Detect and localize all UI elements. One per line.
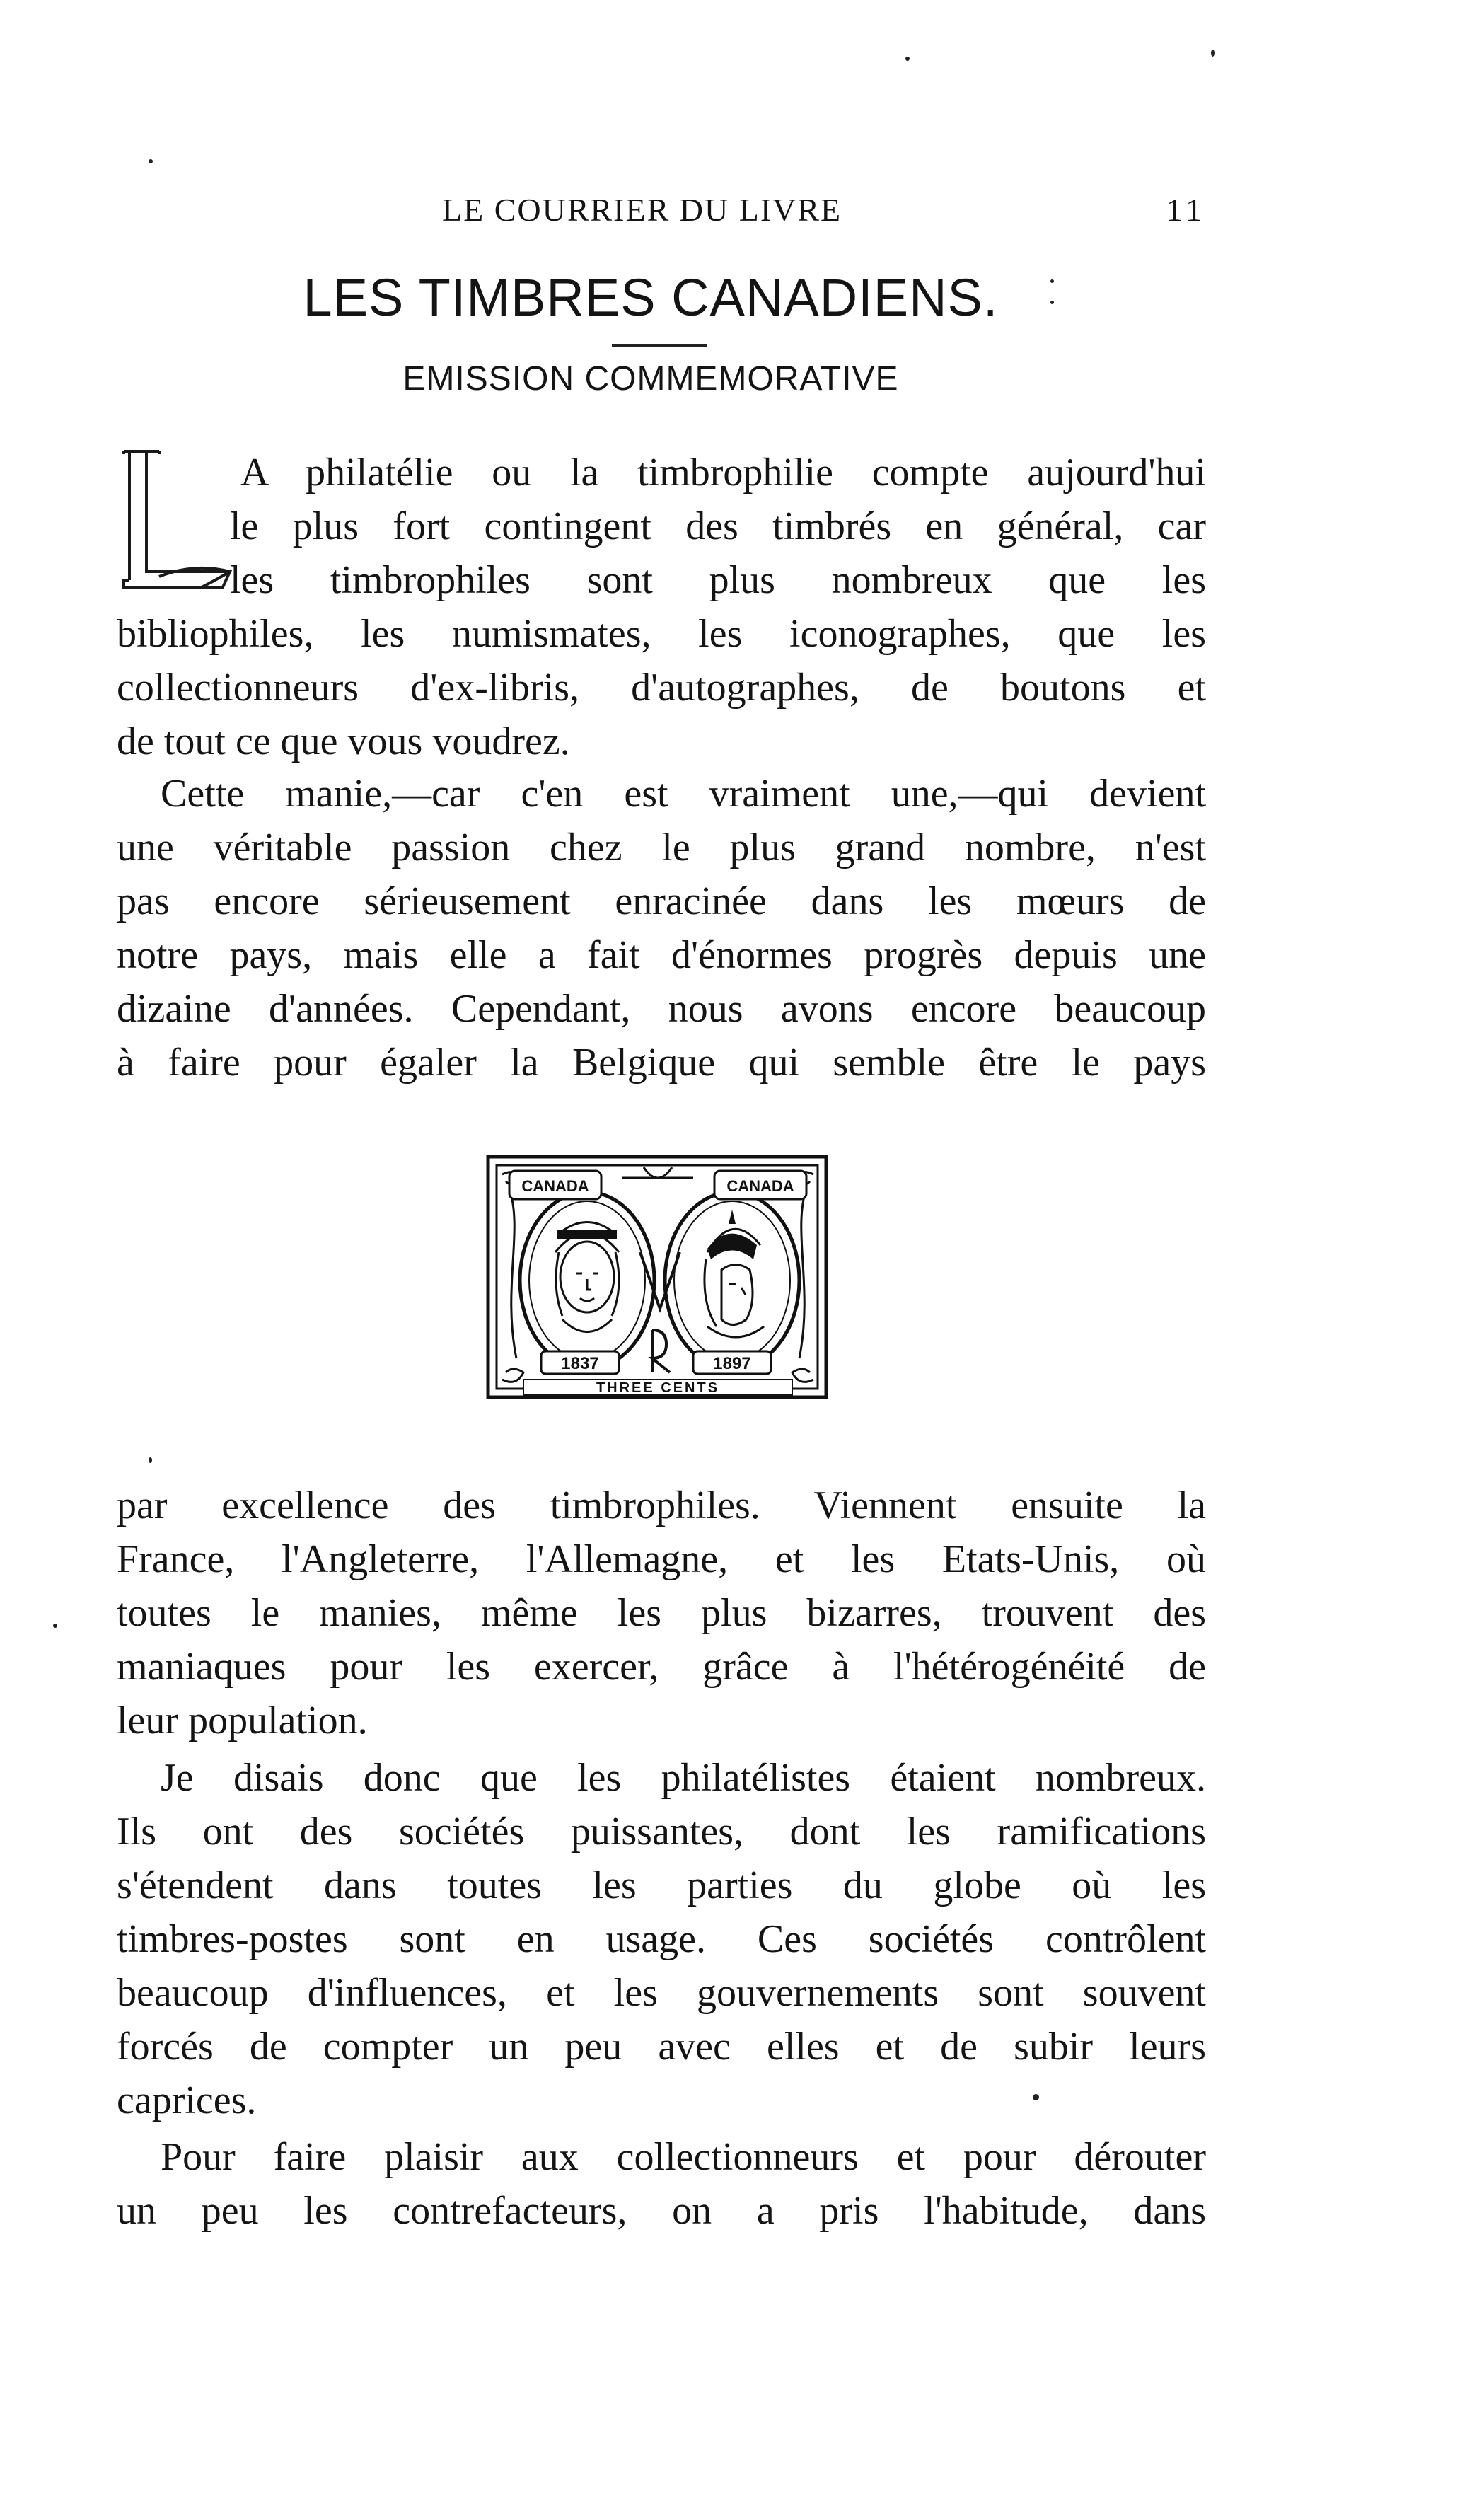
paragraph-line: bibliophiles, les numismates, les iconographes, que les xyxy=(117,612,1206,656)
stamp-country-right: CANADA xyxy=(726,1177,794,1195)
paragraph-line: Pour faire plaisir aux collectionneurs et pour dérouter xyxy=(161,2135,1206,2179)
paragraph-line: le plus fort contingent des timbrés en général, car xyxy=(230,504,1206,548)
paragraph-line: de tout ce que vous voudrez. xyxy=(117,719,570,763)
paragraph-line: notre pays, mais elle a fait d'énormes progrès depuis une xyxy=(117,933,1206,977)
paragraph-line: France, l'Angleterre, l'Allemagne, et les Etats-Unis, où xyxy=(117,1537,1206,1581)
stamp-illustration xyxy=(481,1146,835,1422)
paragraph-line: par excellence des timbrophiles. Viennent ensuite la xyxy=(117,1484,1206,1527)
page-number: 11 xyxy=(1166,192,1206,228)
paragraph-line: collectionneurs d'ex-libris, d'autographes, de boutons et xyxy=(117,666,1206,710)
stamp-date-left: 1837 xyxy=(561,1354,599,1373)
paragraph-line: les timbrophiles sont plus nombreux que les xyxy=(230,558,1206,602)
paragraph-line: maniaques pour les exercer, grâce à l'hétérogénéité de xyxy=(117,1645,1206,1689)
stamp-country-left: CANADA xyxy=(521,1177,589,1195)
paragraph-4 xyxy=(117,1751,1206,2127)
article-title: LES TIMBRES CANADIENS. xyxy=(303,268,999,327)
paragraph-line: une véritable passion chez le plus grand nombre, n'est xyxy=(117,826,1206,869)
paragraph-line: Je disais donc que les philatélistes étaient nombreux. xyxy=(161,1756,1206,1800)
paragraph-2 xyxy=(117,767,1206,1089)
paragraph-line: forcés de compter un peu avec elles et de subir leurs xyxy=(117,2025,1206,2069)
paragraph-line: à faire pour égaler la Belgique qui semble être le pays xyxy=(117,1041,1206,1085)
paragraph-line: beaucoup d'influences, et les gouvernements sont souvent xyxy=(117,1971,1206,2015)
paragraph-line: Ils ont des sociétés puissantes, dont les ramifications xyxy=(117,1810,1206,1854)
article-subtitle: EMISSION COMMEMORATIVE xyxy=(402,360,899,398)
paragraph-line: caprices. xyxy=(117,2079,257,2122)
running-head-title: LE COURRIER DU LIVRE xyxy=(442,192,842,228)
paragraph-line: un peu les contrefacteurs, on a pris l'habitude, dans xyxy=(117,2189,1206,2233)
paragraph-line: A philatélie ou la timbrophilie compte aujourd'hui xyxy=(240,451,1206,495)
paragraph-line: Cette manie,—car c'en est vraiment une,—qui devient xyxy=(161,772,1206,816)
paragraph-line: timbres-postes sont en usage. Ces sociétés contrôlent xyxy=(117,1917,1206,1961)
paragraph-line: pas encore sérieusement enracinée dans les mœurs de xyxy=(117,879,1206,923)
paragraph-3 xyxy=(117,1479,1206,1747)
paragraph-line: dizaine d'années. Cependant, nous avons encore beaucoup xyxy=(117,987,1206,1031)
paragraph-1 xyxy=(117,446,1206,768)
paragraph-5 xyxy=(117,2130,1206,2238)
paragraph-line: toutes le manies, même les plus bizarres, trouvent des xyxy=(117,1591,1206,1635)
title-rule xyxy=(612,344,707,347)
stamp-denomination: THREE CENTS xyxy=(596,1380,720,1396)
paragraph-line: leur population. xyxy=(117,1699,368,1742)
stamp-date-right: 1897 xyxy=(713,1354,751,1373)
paragraph-line: s'étendent dans toutes les parties du globe où les xyxy=(117,1863,1206,1907)
